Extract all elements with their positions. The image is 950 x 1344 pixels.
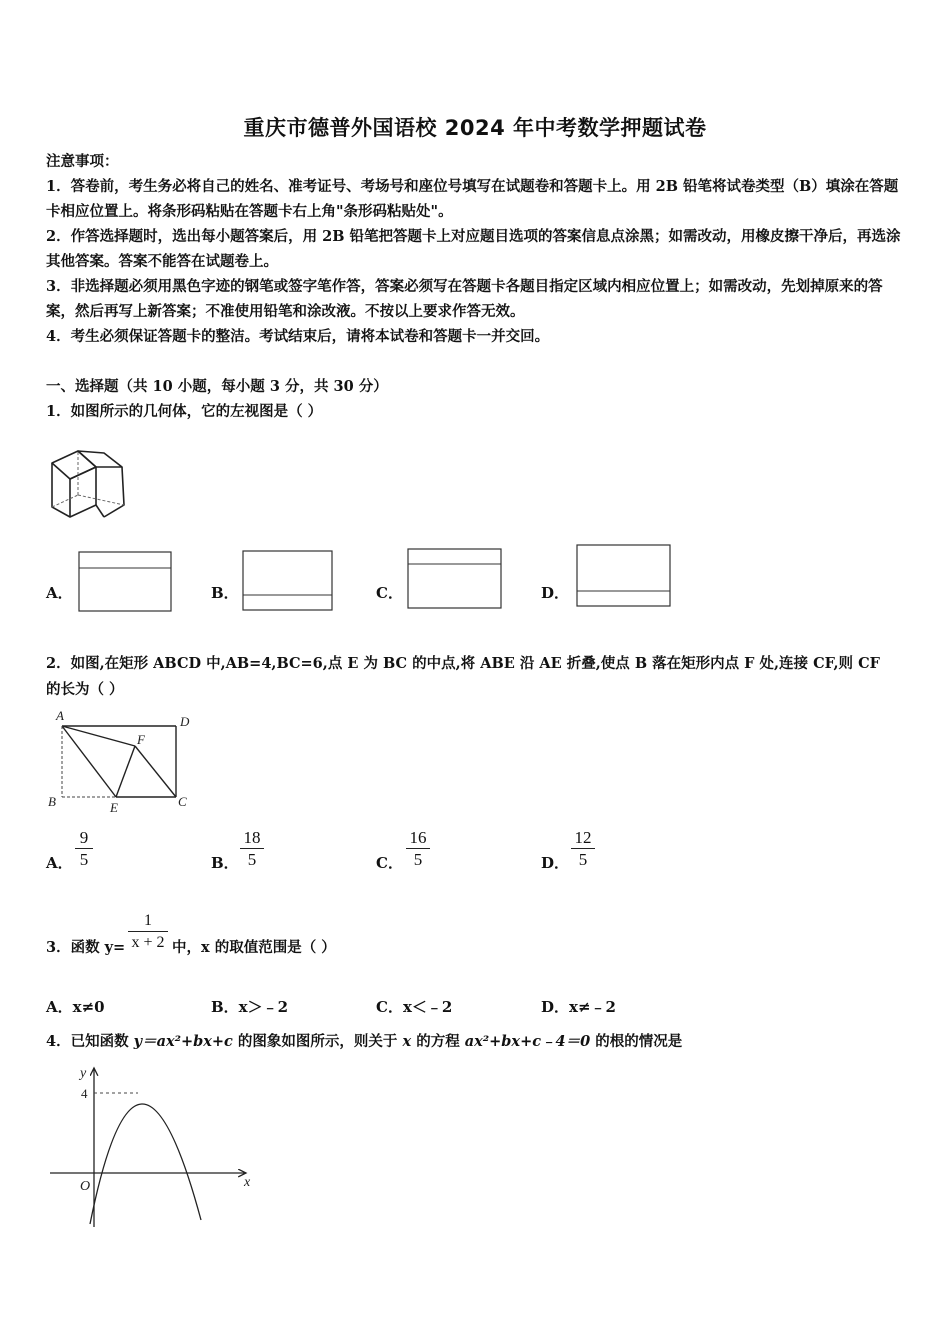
point-f-label: F [137,732,145,747]
point-d-label: D [180,714,190,729]
question-4-text: 4．已知函数 y＝ax²+bx+c 的图象如图所示，则关于 x 的方程 ax²+bx+c﹣4＝0 的根的情况是 [46,1033,683,1050]
q4-equation: ax²+bx+c﹣4＝0 [464,1033,591,1050]
question-1-text: 1．如图所示的几何体，它的左视图是（ ） [46,403,323,420]
q1-option-b-figure [242,550,334,612]
q2-option-b[interactable]: B． [211,854,239,872]
point-c-label: C [178,794,187,809]
notice-heading: 注意事项： [46,153,119,170]
y-axis-label: y [80,1066,87,1081]
point-a-label: A [56,708,64,723]
q1-option-c-figure [407,548,503,610]
q2-option-a[interactable]: A． [46,854,73,872]
q2-option-b-fraction: $\frac{18}{5}$ [240,828,264,871]
notice-item-1: 1．答卷前，考生务必将自己的姓名、准考证号、考场号和座位号填写在试题卷和答题卡上。用 2B 铅笔将试卷类型（B）填涂在答题卡相应位置上。将条形码粘贴在答题卡右上角"条形码粘贴处"。 [46,178,899,220]
q2-option-c-fraction: $\frac{16}{5}$ [406,828,430,871]
q1-option-c[interactable]: C． [376,584,403,602]
q3-option-b[interactable]: B．x＞﹣2 [211,998,289,1016]
rectangle-fold-figure [46,708,206,818]
q3-option-c[interactable]: C．x＜﹣2 [376,998,453,1016]
section-heading: 一、选择题（共 10 小题，每小题 3 分，共 30 分） [46,378,388,395]
q3-option-d[interactable]: D．x≠﹣2 [541,998,616,1016]
parabola-graph [46,1062,266,1237]
q4-function: y＝ax²+bx+c [133,1033,233,1050]
question-2-text: 2．如图,在矩形 ABCD 中,AB=4,BC=6,点 E 为 BC 的中点,将 ABE 沿 AE 折叠,使点 B 落在矩形内点 F 处,连接 CF,则 CF [46,655,880,672]
q1-option-d[interactable]: D． [541,584,570,602]
q2-option-d-fraction: $\frac{12}{5}$ [571,828,595,871]
page-title: 重庆市德普外国语校 2024 年中考数学押题试卷 [243,116,707,140]
q2-option-d[interactable]: D． [541,854,570,872]
q1-option-a[interactable]: A． [46,584,73,602]
q1-option-a-figure [78,551,172,613]
q2-option-c[interactable]: C． [376,854,403,872]
notice-item-3: 3．非选择题必须用黑色字迹的钢笔或签字笔作答，答案必须写在答题卡各题目指定区域内相应位置上；如需改动，先划掉原来的答案，然后再写上新答案；不准使用铅笔和涂改液。不按以上要求作答无效。 [46,278,883,320]
point-e-label: E [110,800,118,815]
q2-option-a-fraction: $\frac{9}{5}$ [75,828,93,871]
q1-option-d-figure [576,544,672,608]
origin-label: O [80,1179,91,1194]
solid-figure [48,445,128,520]
q1-option-b[interactable]: B． [211,584,239,602]
q3-function-fraction: $\frac{1}{x + 2}$ [128,911,168,954]
question-2-text-cont: 的长为（ ） [46,681,124,698]
notice-item-2: 2．作答选择题时，选出每小题答案后，用 2B 铅笔把答题卡上对应题目选项的答案信息点涂黑；如需改动，用橡皮擦干净后，再选涂其他答案。答案不能答在试题卷上。 [46,228,901,270]
x-axis-label: x [244,1175,251,1190]
notice-item-4: 4．考生必须保证答题卡的整洁。考试结束后，请将本试卷和答题卡一并交回。 [46,328,550,345]
q3-option-a[interactable]: A．x≠0 [46,998,105,1016]
question-3-suffix: 中，x 的取值范围是（ ） [172,939,336,956]
notice-block [46,149,906,349]
point-b-label: B [48,794,56,809]
y-tick-4: 4 [81,1086,88,1101]
question-3-prefix: 3．函数 y= [46,939,126,956]
